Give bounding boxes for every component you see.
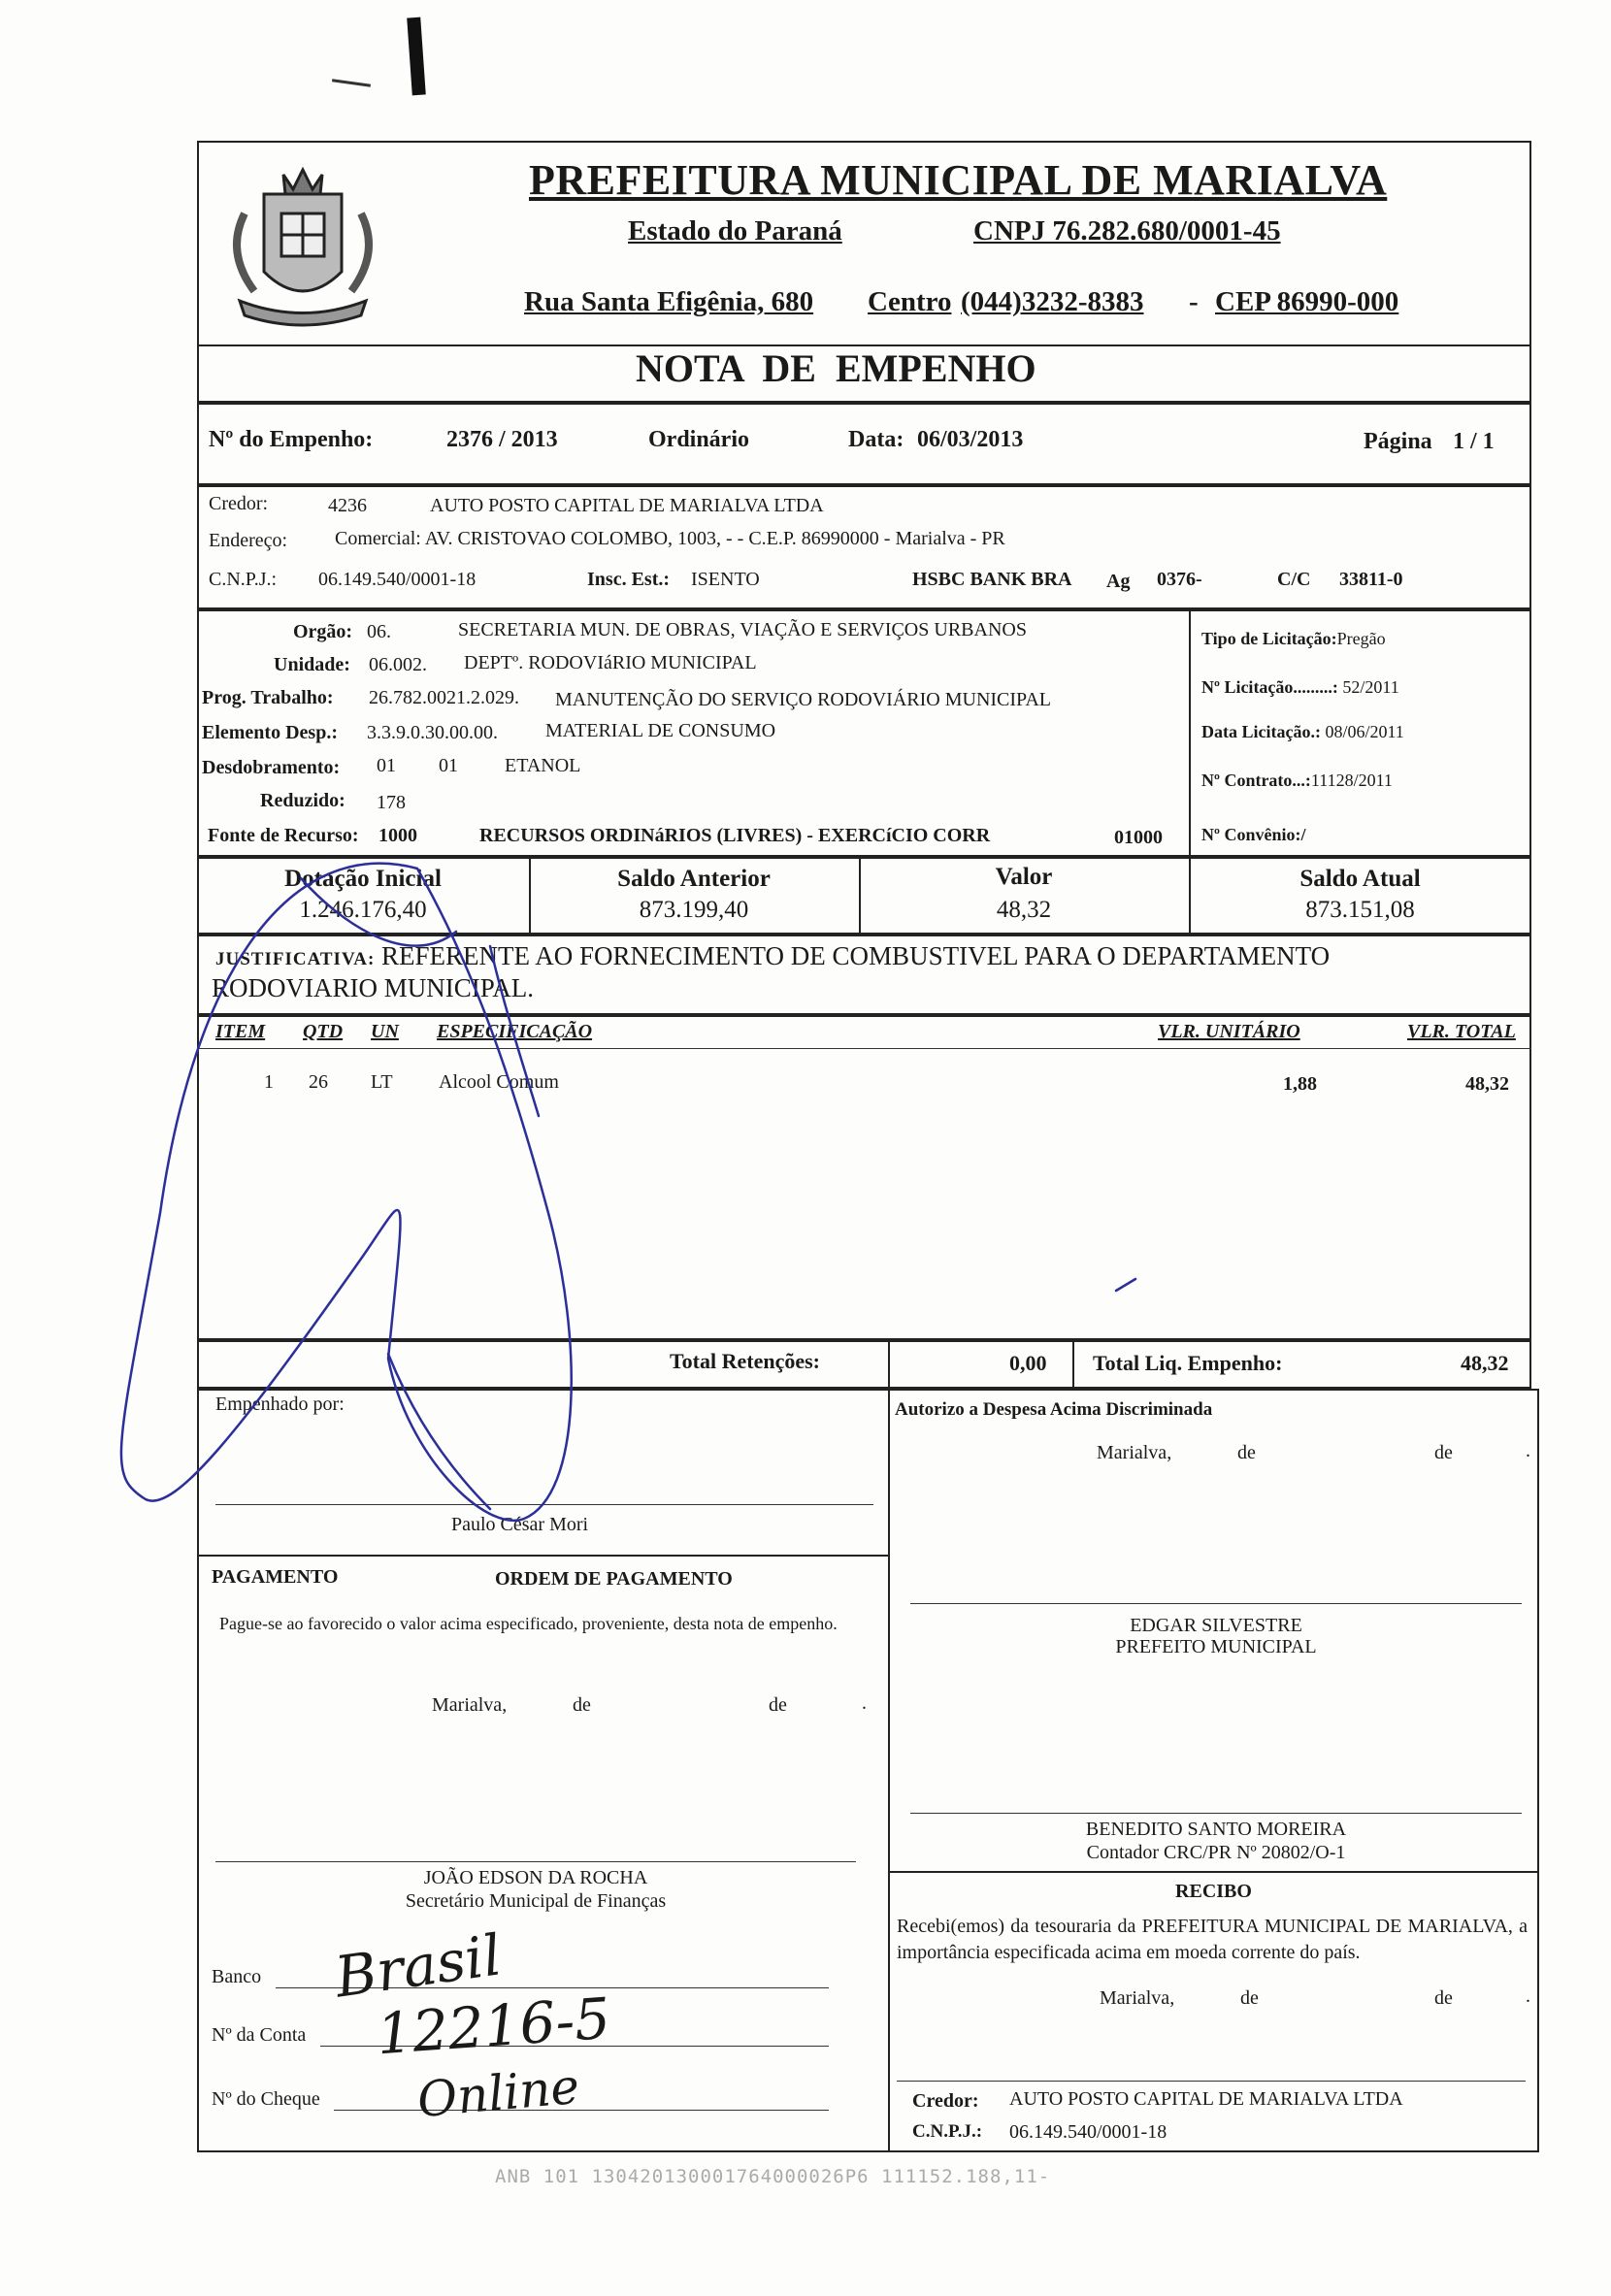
row-esp: Alcool Comum: [439, 1071, 559, 1093]
autorizo-de-1: de: [1237, 1442, 1256, 1463]
secretario-nome: JOÃO EDSON DA ROCHA: [423, 1867, 648, 1888]
col-qtd: QTD: [303, 1021, 344, 1042]
empenhado-nome: Paulo César Mori: [451, 1514, 589, 1535]
recibo-credor: AUTO POSTO CAPITAL DE MARIALVA LTDA: [1009, 2088, 1403, 2110]
prog-code: 26.782.0021.2.029.: [369, 687, 519, 708]
pagamento-de-2: de: [769, 1694, 787, 1716]
prefeito-cargo: PREFEITO MUNICIPAL: [1115, 1636, 1317, 1657]
banco-handwritten: Brasil: [331, 1921, 506, 2011]
retencoes-value: 0,00: [1009, 1351, 1047, 1375]
empenhado-signature-line: [215, 1504, 873, 1505]
credor-name: AUTO POSTO CAPITAL DE MARIALVA LTDA: [430, 495, 824, 516]
fonte-code2: 01000: [1114, 827, 1163, 848]
pagamento-label: PAGAMENTO: [212, 1566, 339, 1588]
pagamento-ponto: .: [862, 1692, 867, 1714]
recibo-text: Recebi(emos) da tesouraria da PREFEITURA MUNICIPAL DE MARIALVA, a importância especificada acima em moeda corrente do país.: [897, 1916, 1528, 1963]
numero-licitacao: 52/2011: [1342, 677, 1399, 697]
contrato-label: Nº Contrato...:11128/2011: [1201, 771, 1393, 790]
page-number: 1 / 1: [1453, 429, 1495, 454]
insc-label: Insc. Est.:: [587, 569, 671, 590]
data-licitacao: 08/06/2011: [1325, 722, 1404, 741]
coat-of-arms-icon: [206, 155, 400, 340]
reduzido-label: Reduzido:: [260, 790, 345, 811]
itens-box: [197, 1015, 1531, 1340]
credor-address: Comercial: AV. CRISTOVAO COLOMBO, 1003, - - C.E.P. 86990000 - Marialva - PR: [335, 528, 1005, 549]
page-label: Página: [1364, 429, 1432, 454]
empenho-number: 2376 / 2013: [446, 427, 558, 452]
row-qtd: 26: [309, 1071, 328, 1093]
contador-signature-line: [910, 1813, 1522, 1814]
elemento-label: Elemento Desp.:: [202, 722, 338, 743]
retencoes-label: Total Retenções:: [670, 1349, 820, 1373]
secretario-signature-line: [215, 1861, 856, 1862]
recibo-title: RECIBO: [1175, 1881, 1252, 1902]
unidade-label: Unidade:: [274, 654, 350, 675]
justificativa-text: [215, 941, 1330, 971]
saldo-anterior-label: Saldo Anterior: [617, 866, 771, 892]
recibo-cnpj: 06.149.540/0001-18: [1009, 2121, 1167, 2143]
elemento-name: MATERIAL DE CONSUMO: [545, 720, 776, 741]
elemento-code: 3.3.9.0.30.00.00.: [367, 722, 498, 743]
ordem-pagamento-label: ORDEM DE PAGAMENTO: [495, 1568, 733, 1590]
pagamento-local: Marialva,: [432, 1694, 508, 1716]
municipality-title: PREFEITURA MUNICIPAL DE MARIALVA: [529, 156, 1388, 204]
secretario-cargo: Secretário Municipal de Finanças: [405, 1890, 667, 1912]
account-value: 33811-0: [1339, 569, 1403, 590]
saldo-atual-value: 873.151,08: [1305, 897, 1415, 923]
fonte-name: RECURSOS ORDINáRIOS (LIVRES) - EXERCíCIO CORR: [479, 825, 991, 846]
fonte-label: Fonte de Recurso:: [208, 825, 359, 846]
justificativa-line1: REFERENTE AO FORNECIMENTO DE COMBUSTIVEL PARA O DEPARTAMENTO: [381, 941, 1331, 970]
orgao-code: 06.: [367, 621, 391, 642]
conta-handwritten: 12216-5: [374, 1984, 613, 2068]
contrato-value: 11128/2011: [1310, 771, 1393, 790]
prefeito-nome: EDGAR SILVESTRE: [1130, 1615, 1302, 1636]
recibo-local: Marialva,: [1100, 1987, 1175, 2009]
address-label: Endereço:: [209, 530, 288, 551]
valor-label: Valor: [995, 864, 1053, 890]
autorizo-de-2: de: [1434, 1442, 1453, 1463]
empenho-date-label: Data:: [848, 427, 904, 452]
contador-cargo: Contador CRC/PR Nº 20802/O-1: [1086, 1842, 1346, 1863]
agency-label: Ag: [1106, 571, 1131, 592]
numero-licitacao-label: Nº Licitação.........: 52/2011: [1201, 677, 1399, 697]
document-title: NOTA DE EMPENHO: [636, 346, 1036, 390]
barcode-text: ANB 101 130420130001764000026P6 111152.188,11-: [495, 2166, 1051, 2187]
street-label: Rua Santa Efigênia, 680: [524, 286, 814, 317]
separator-dash: -: [1189, 286, 1199, 317]
recibo-de-1: de: [1240, 1987, 1259, 2009]
row-un: LT: [371, 1071, 393, 1093]
empenho-number-label: Nº do Empenho:: [209, 427, 374, 452]
bank-name: HSBC BANK BRA: [912, 569, 1072, 590]
col-unit: VLR. UNITÁRIO: [1158, 1021, 1300, 1042]
col-total: VLR. TOTAL: [1407, 1021, 1516, 1042]
justificativa-line2: RODOVIARIO MUNICIPAL.: [212, 973, 535, 1002]
saldo-anterior-value: 873.199,40: [639, 897, 749, 923]
prog-name: MANUTENÇÃO DO SERVIÇO RODOVIÁRIO MUNICIPAL: [555, 689, 1052, 710]
autorizo-local: Marialva,: [1097, 1442, 1172, 1463]
cheque-label: Nº do Cheque: [212, 2088, 320, 2110]
recibo-signature-line: [897, 2081, 1526, 2082]
convenio-label: Nº Convênio:/: [1201, 825, 1306, 844]
fonte-code: 1000: [378, 825, 417, 846]
state-label: Estado do Paraná: [628, 215, 842, 246]
pagamento-text: Pague-se ao favorecido o valor acima especificado, proveniente, desta nota de empenho.: [219, 1614, 838, 1633]
data-licitacao-label: Data Licitação.: 08/06/2011: [1201, 722, 1404, 741]
totais-box: [197, 1340, 1531, 1389]
credor-label: Credor:: [209, 493, 269, 514]
credor-cnpj-label: C.N.P.J.:: [209, 569, 278, 590]
contador-nome: BENEDITO SANTO MOREIRA: [1085, 1819, 1347, 1840]
orgao-name: SECRETARIA MUN. DE OBRAS, VIAÇÃO E SERVIÇOS URBANOS: [458, 619, 1027, 640]
recibo-ponto: .: [1526, 1985, 1530, 2007]
empenhado-label: Empenhado por:: [215, 1394, 345, 1415]
banco-label: Banco: [212, 1966, 262, 1987]
tipo-licitacao-label: Tipo de Licitação:Pregão: [1201, 629, 1386, 648]
empenho-type: Ordinário: [648, 427, 750, 452]
reduzido-value: 178: [377, 792, 406, 813]
justificativa-label: JUSTIFICATIVA:: [215, 949, 376, 969]
credor-code: 4236: [328, 495, 367, 516]
valor-value: 48,32: [996, 897, 1052, 923]
desdob-1: 01: [377, 755, 396, 776]
orgao-label: Orgão:: [293, 621, 353, 642]
liquido-label: Total Liq. Empenho:: [1093, 1351, 1283, 1375]
row-total: 48,32: [1465, 1073, 1509, 1095]
autorizo-ponto: .: [1526, 1440, 1530, 1461]
recibo-cnpj-label: C.N.P.J.:: [912, 2121, 983, 2142]
dotacao-value: 1.246.176,40: [299, 897, 427, 923]
cheque-handwritten: Online: [414, 2057, 582, 2129]
phone-label: (044)3232-8383: [961, 286, 1144, 317]
saldo-atual-label: Saldo Atual: [1299, 866, 1421, 892]
desdob-label: Desdobramento:: [202, 757, 341, 778]
account-label: C/C: [1277, 569, 1311, 590]
credor-cnpj: 06.149.540/0001-18: [318, 569, 477, 590]
recibo-de-2: de: [1434, 1987, 1453, 2009]
conta-label: Nº da Conta: [212, 2024, 307, 2046]
cnpj-label: CNPJ 76.282.680/0001-45: [973, 215, 1281, 246]
row-item: 1: [264, 1071, 274, 1093]
cheque-line: [334, 2110, 829, 2111]
recibo-credor-label: Credor:: [912, 2090, 979, 2112]
prefeito-signature-line: [910, 1603, 1522, 1604]
scan-mark-small: [332, 79, 371, 87]
autorizo-label: Autorizo a Despesa Acima Discriminada: [895, 1399, 1213, 1420]
col-item: ITEM: [215, 1021, 266, 1042]
dotacao-label: Dotação Inicial: [284, 866, 442, 892]
row-unit: 1,88: [1283, 1073, 1317, 1095]
unidade-code: 06.002.: [369, 654, 427, 675]
district-label: Centro: [868, 286, 952, 317]
liquido-value: 48,32: [1461, 1351, 1509, 1375]
tipo-licitacao: Pregão: [1336, 629, 1386, 648]
prog-label: Prog. Trabalho:: [202, 687, 334, 708]
col-un: UN: [371, 1021, 399, 1042]
scan-mark: [407, 17, 426, 96]
col-esp: ESPECIFICAÇÃO: [437, 1021, 593, 1042]
insc-value: ISENTO: [691, 569, 760, 590]
unidade-name: DEPTº. RODOVIáRIO MUNICIPAL: [464, 652, 757, 673]
pagamento-de-1: de: [573, 1694, 591, 1716]
desdob-name: ETANOL: [505, 755, 581, 776]
agency-value: 0376-: [1157, 569, 1202, 590]
empenho-date: 06/03/2013: [917, 427, 1024, 452]
cep-label: CEP 86990-000: [1215, 286, 1399, 317]
desdob-2: 01: [439, 755, 458, 776]
